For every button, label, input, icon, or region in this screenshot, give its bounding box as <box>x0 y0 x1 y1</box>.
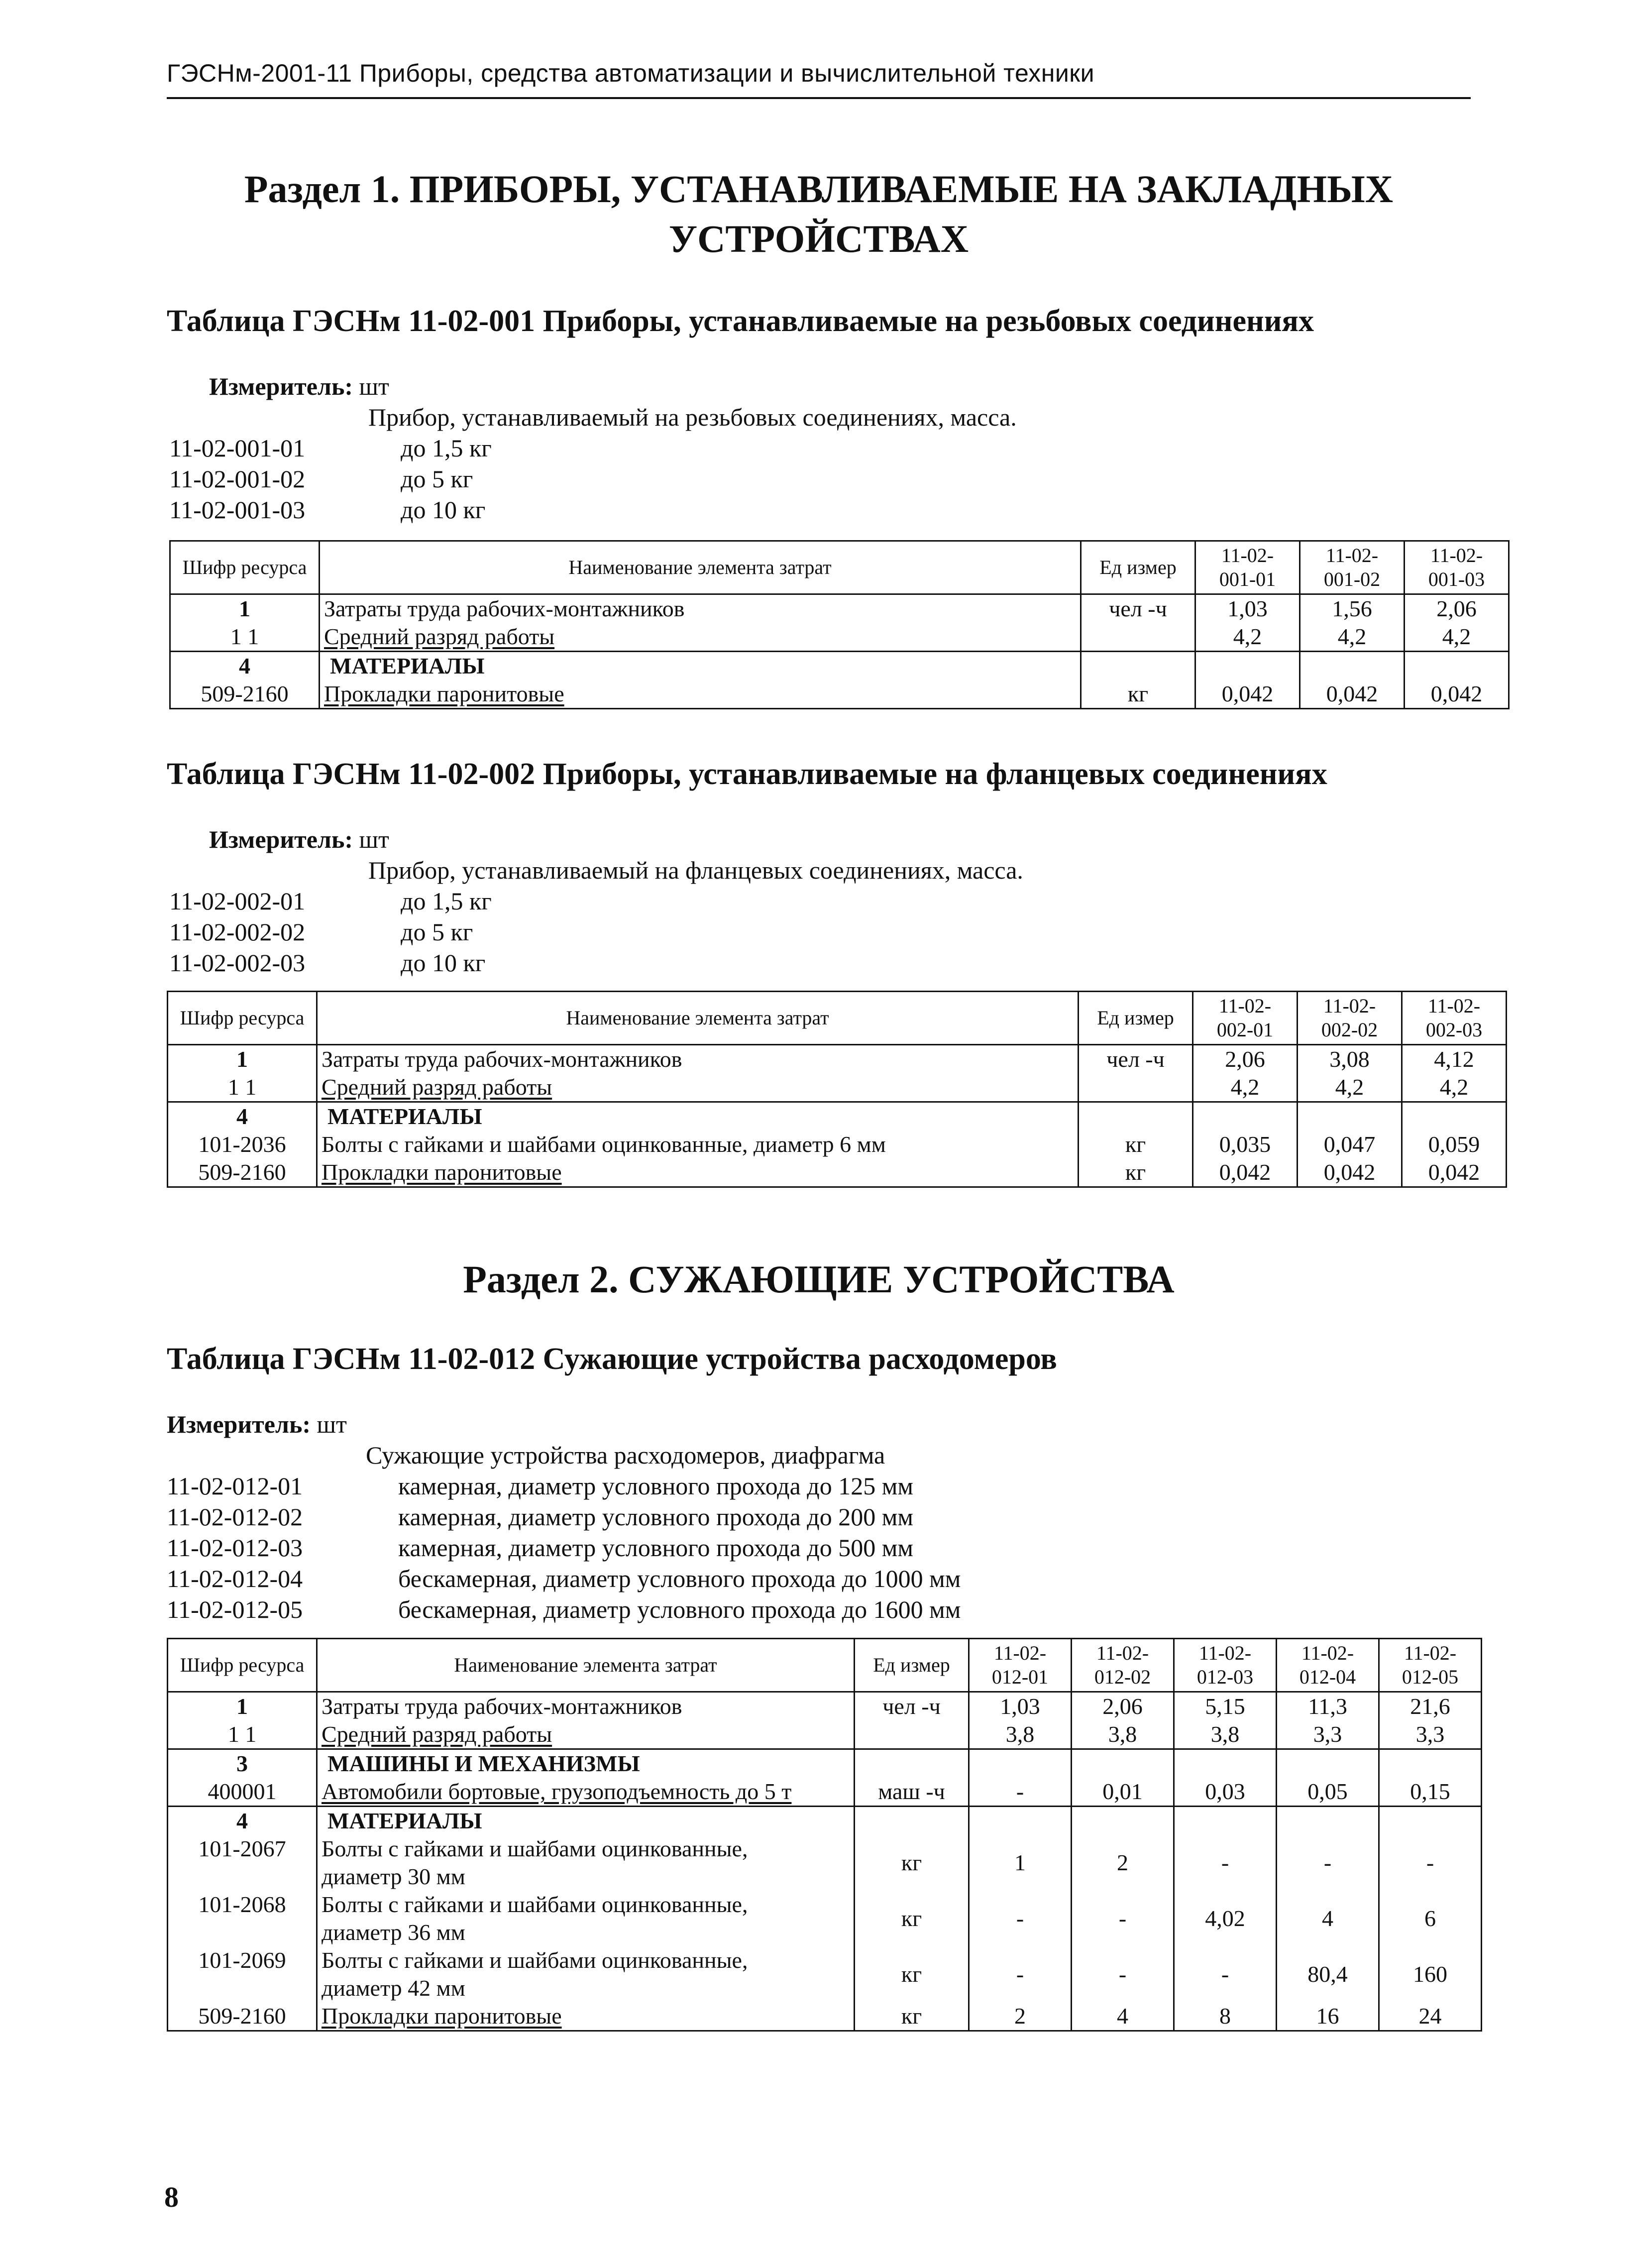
table-001 <box>169 540 1510 709</box>
section-1-title-line2: УСТРОЙСТВАХ <box>668 217 969 260</box>
cell-value: 3,8 <box>1072 1720 1174 1749</box>
col-header-name: Наименование элемента затрат <box>317 992 1079 1045</box>
cell-value: 6 <box>1379 1891 1482 1946</box>
meter-unit: шт <box>317 1410 347 1438</box>
cell-value: 0,01 <box>1072 1778 1174 1807</box>
col-header-norm <box>969 1639 1072 1692</box>
col-header-norm-line2: 012-04 <box>1299 1666 1356 1688</box>
cell-value: 4,12 <box>1402 1045 1507 1074</box>
cell-resource: 3 <box>168 1749 317 1778</box>
meter-unit: шт <box>359 825 389 853</box>
code: 11-02-012-01 <box>167 1472 303 1500</box>
cell-value <box>969 1807 1072 1835</box>
col-header-norm-line1: 11-02- <box>1221 544 1274 567</box>
cell-name <box>317 1073 1079 1102</box>
cell-value <box>1174 1749 1277 1778</box>
col-header-norm-line1: 11-02- <box>1404 1642 1457 1664</box>
cell-value: 3,8 <box>969 1720 1072 1749</box>
cell-value: 16 <box>1277 2002 1379 2031</box>
cell-value: 4 <box>1277 1891 1379 1946</box>
code-desc: до 10 кг <box>401 496 486 524</box>
code-desc: до 5 кг <box>401 918 473 946</box>
col-header-unit: Ед измер <box>855 1639 969 1692</box>
col-header-norm-line2: 001-02 <box>1323 568 1381 590</box>
cell-value: - <box>1072 1891 1174 1946</box>
cell-name <box>320 623 1081 652</box>
table-row <box>170 652 1509 680</box>
cell-name <box>317 1045 1079 1074</box>
cell-value: 11,3 <box>1277 1692 1379 1721</box>
cell-value <box>1298 1102 1402 1131</box>
cell-value: 2,06 <box>1072 1692 1174 1721</box>
cell-value <box>1379 1807 1482 1835</box>
cell-resource: 400001 <box>168 1778 317 1807</box>
cell-value <box>1193 1102 1298 1131</box>
cell-unit: кг <box>855 1946 969 2002</box>
col-header-resource: Шифр ресурса <box>168 1639 317 1692</box>
cell-name-text: МАТЕРИАЛЫ <box>327 1104 482 1129</box>
section-2-title: Раздел 2. СУЖАЮЩИЕ УСТРОЙСТВА <box>463 1257 1175 1301</box>
table-row <box>170 623 1509 652</box>
cell-name <box>317 1692 855 1721</box>
cell-name <box>317 1720 855 1749</box>
cell-value <box>1277 1749 1379 1778</box>
header-row <box>170 541 1509 594</box>
table-012-intro: Сужающие устройства расходомеров, диафрагма <box>366 1441 885 1469</box>
cell-value: 24 <box>1379 2002 1482 2031</box>
cell-name-text: Болты с гайками и шайбами оцинкованные, <box>322 1947 748 1973</box>
cell-value: 0,15 <box>1379 1778 1482 1807</box>
table-002-meter <box>209 824 389 855</box>
cell-value: 2,06 <box>1405 594 1509 623</box>
cell-value <box>1072 1807 1174 1835</box>
cell-resource: 101-2068 <box>168 1891 317 1946</box>
col-header-norm-line1: 11-02- <box>1198 1642 1252 1664</box>
cell-unit: чел -ч <box>1081 594 1195 623</box>
table-012-title: Таблица ГЭСНм 11-02-012 Сужающие устройства расходомеров <box>167 1342 1057 1376</box>
cell-value: 0,05 <box>1277 1778 1379 1807</box>
cell-name <box>320 652 1081 680</box>
cell-name-text: Средний разряд работы <box>322 1721 552 1747</box>
cell-name <box>317 1749 855 1778</box>
col-header-norm-line1: 11-02- <box>1427 995 1481 1017</box>
cell-resource: 4 <box>168 1807 317 1835</box>
table-002 <box>167 991 1507 1188</box>
cell-name-text-cont: диаметр 42 мм <box>322 1975 465 2001</box>
cell-value: - <box>969 1778 1072 1807</box>
cell-value <box>1379 1749 1482 1778</box>
code: 11-02-001-01 <box>169 434 306 462</box>
table-row <box>168 1045 1507 1074</box>
col-header-norm-line2: 012-03 <box>1196 1666 1254 1688</box>
col-header-norm <box>1298 992 1402 1045</box>
cell-value: 2,06 <box>1193 1045 1298 1074</box>
table-row <box>168 1720 1482 1749</box>
cell-value: 0,042 <box>1195 680 1300 709</box>
cell-unit <box>1079 1102 1193 1131</box>
col-header-name: Наименование элемента затрат <box>317 1639 855 1692</box>
code-desc: до 1,5 кг <box>401 434 492 462</box>
cell-value: 1,56 <box>1300 594 1405 623</box>
cell-name <box>320 680 1081 709</box>
cell-resource: 509-2160 <box>170 680 320 709</box>
cell-resource: 101-2067 <box>168 1835 317 1891</box>
cell-name <box>317 1131 1079 1158</box>
cell-value: 4 <box>1072 2002 1174 2031</box>
table-row <box>168 1807 1482 1835</box>
code-desc: бескамерная, диаметр условного прохода до 1000 мм <box>398 1565 961 1592</box>
cell-name-text: Затраты труда рабочих-монтажников <box>322 1694 682 1719</box>
cell-unit: кг <box>1081 680 1195 709</box>
cell-value: - <box>969 1946 1072 2002</box>
cell-name-text: Затраты труда рабочих-монтажников <box>324 596 685 621</box>
cell-name <box>317 1158 1079 1187</box>
cell-value: 3,8 <box>1174 1720 1277 1749</box>
header-row <box>168 992 1507 1045</box>
cell-value: - <box>1072 1946 1174 2002</box>
table-row <box>168 1749 1482 1778</box>
cell-resource: 1 1 <box>168 1073 317 1102</box>
cell-value: 160 <box>1379 1946 1482 2002</box>
cell-value: 0,042 <box>1298 1158 1402 1187</box>
code-desc: бескамерная, диаметр условного прохода до 1600 мм <box>398 1595 961 1623</box>
cell-unit <box>855 1749 969 1778</box>
cell-value: 3,3 <box>1277 1720 1379 1749</box>
cell-value: 4,02 <box>1174 1891 1277 1946</box>
col-header-norm <box>1072 1639 1174 1692</box>
header-rule <box>167 97 1471 99</box>
cell-unit <box>1081 652 1195 680</box>
code-desc: до 10 кг <box>401 949 486 977</box>
code-desc: камерная, диаметр условного прохода до 500 мм <box>398 1534 913 1562</box>
code: 11-02-012-03 <box>167 1534 303 1562</box>
table-row <box>168 1946 1482 2002</box>
cell-value: 1,03 <box>1195 594 1300 623</box>
cell-unit: маш -ч <box>855 1778 969 1807</box>
cell-name <box>320 594 1081 623</box>
cell-unit <box>1079 1073 1193 1102</box>
cell-value: 1,03 <box>969 1692 1072 1721</box>
cell-resource: 1 <box>168 1045 317 1074</box>
col-header-norm <box>1300 541 1405 594</box>
code: 11-02-012-04 <box>167 1565 303 1592</box>
cell-name <box>317 1891 855 1946</box>
meter-unit: шт <box>359 372 389 400</box>
table-001-title: Таблица ГЭСНм 11-02-001 Приборы, устанавливаемые на резьбовых соединениях <box>167 304 1314 338</box>
cell-resource: 509-2160 <box>168 1158 317 1187</box>
section-1-title <box>167 164 1471 264</box>
table-row <box>168 2002 1482 2031</box>
cell-name-text: Болты с гайками и шайбами оцинкованные, диаметр 6 мм <box>322 1132 886 1157</box>
cell-name-text: МАШИНЫ И МЕХАНИЗМЫ <box>327 1751 640 1776</box>
code-desc: до 5 кг <box>401 465 473 493</box>
col-header-norm-line1: 11-02- <box>1218 995 1272 1017</box>
cell-name-text: Болты с гайками и шайбами оцинкованные, <box>322 1892 748 1917</box>
cell-name-text: Затраты труда рабочих-монтажников <box>322 1046 682 1072</box>
code-desc: камерная, диаметр условного прохода до 125 мм <box>398 1472 913 1500</box>
col-header-norm <box>1195 541 1300 594</box>
col-header-name: Наименование элемента затрат <box>320 541 1081 594</box>
table-012-meter <box>167 1409 347 1440</box>
table-row <box>170 594 1509 623</box>
col-header-norm-line1: 11-02- <box>1096 1642 1149 1664</box>
cell-resource: 1 1 <box>170 623 320 652</box>
cell-value: 80,4 <box>1277 1946 1379 2002</box>
col-header-norm-line2: 002-02 <box>1321 1019 1378 1041</box>
cell-value <box>969 1749 1072 1778</box>
section-1-title-line1: Раздел 1. ПРИБОРЫ, УСТАНАВЛИВАЕМЫЕ НА ЗАКЛАДНЫХ <box>244 167 1394 211</box>
col-header-norm-line1: 11-02- <box>1325 544 1379 567</box>
table-row <box>168 1692 1482 1721</box>
code-desc: камерная, диаметр условного прохода до 200 мм <box>398 1503 913 1531</box>
cell-name <box>317 1835 855 1891</box>
cell-value: - <box>1379 1835 1482 1891</box>
col-header-resource: Шифр ресурса <box>170 541 320 594</box>
cell-unit: кг <box>855 2002 969 2031</box>
cell-value: 4,2 <box>1405 623 1509 652</box>
cell-value: 0,035 <box>1193 1131 1298 1158</box>
cell-value <box>1300 652 1405 680</box>
cell-value <box>1072 1749 1174 1778</box>
col-header-norm <box>1174 1639 1277 1692</box>
cell-value: - <box>1174 1835 1277 1891</box>
table-row <box>168 1131 1507 1158</box>
cell-name-text: Болты с гайками и шайбами оцинкованные, <box>322 1836 748 1861</box>
code: 11-02-012-02 <box>167 1503 303 1531</box>
cell-value: 3,3 <box>1379 1720 1482 1749</box>
cell-value: 8 <box>1174 2002 1277 2031</box>
cell-value: 4,2 <box>1298 1073 1402 1102</box>
cell-value <box>1174 1807 1277 1835</box>
table-row <box>168 1891 1482 1946</box>
cell-resource: 1 <box>168 1692 317 1721</box>
cell-value <box>1402 1102 1507 1131</box>
cell-name-text: МАТЕРИАЛЫ <box>327 1808 482 1833</box>
cell-value: 0,03 <box>1174 1778 1277 1807</box>
cell-resource: 4 <box>168 1102 317 1131</box>
cell-unit <box>855 1807 969 1835</box>
code: 11-02-002-02 <box>169 918 306 946</box>
header-row <box>168 1639 1482 1692</box>
cell-resource: 1 1 <box>168 1720 317 1749</box>
cell-resource: 4 <box>170 652 320 680</box>
cell-value: 4,2 <box>1402 1073 1507 1102</box>
cell-resource: 509-2160 <box>168 2002 317 2031</box>
cell-unit: кг <box>1079 1158 1193 1187</box>
cell-value: 4,2 <box>1300 623 1405 652</box>
cell-value: 3,08 <box>1298 1045 1402 1074</box>
cell-resource: 101-2036 <box>168 1131 317 1158</box>
cell-value: 21,6 <box>1379 1692 1482 1721</box>
cell-value: 1 <box>969 1835 1072 1891</box>
meter-label: Измеритель: <box>209 372 353 400</box>
cell-name-text: Прокладки паронитовые <box>322 1159 562 1185</box>
cell-unit: кг <box>855 1891 969 1946</box>
col-header-resource: Шифр ресурса <box>168 992 317 1045</box>
col-header-norm <box>1193 992 1298 1045</box>
cell-name-text: Прокладки паронитовые <box>324 681 564 706</box>
cell-unit <box>1081 623 1195 652</box>
code: 11-02-012-05 <box>167 1595 303 1623</box>
code: 11-02-001-02 <box>169 465 306 493</box>
cell-value <box>1277 1807 1379 1835</box>
cell-name-text: Прокладки паронитовые <box>322 2003 562 2029</box>
cell-unit: чел -ч <box>1079 1045 1193 1074</box>
col-header-norm-line1: 11-02- <box>1323 995 1376 1017</box>
table-row <box>168 1073 1507 1102</box>
cell-name <box>317 1102 1079 1131</box>
col-header-norm <box>1277 1639 1379 1692</box>
col-header-norm <box>1405 541 1509 594</box>
page-number: 8 <box>164 2181 179 2213</box>
cell-value: 0,042 <box>1300 680 1405 709</box>
col-header-norm-line1: 11-02- <box>1430 544 1483 567</box>
cell-value: 2 <box>969 2002 1072 2031</box>
cell-name-text-cont: диаметр 36 мм <box>322 1920 465 1945</box>
table-row <box>168 1778 1482 1807</box>
table-row <box>168 1835 1482 1891</box>
col-header-norm-line1: 11-02- <box>1301 1642 1354 1664</box>
col-header-norm-line2: 002-03 <box>1425 1019 1483 1041</box>
cell-value: - <box>1174 1946 1277 2002</box>
cell-value: 0,042 <box>1402 1158 1507 1187</box>
cell-unit: кг <box>855 1835 969 1891</box>
code-desc: до 1,5 кг <box>401 887 492 915</box>
table-row <box>168 1158 1507 1187</box>
cell-value: 0,042 <box>1405 680 1509 709</box>
cell-value: 5,15 <box>1174 1692 1277 1721</box>
meter-label: Измеритель: <box>209 825 353 853</box>
cell-value: - <box>1277 1835 1379 1891</box>
table-001-meter <box>209 371 389 402</box>
col-header-norm-line2: 001-03 <box>1428 568 1485 590</box>
col-header-norm-line2: 012-01 <box>991 1666 1049 1688</box>
col-header-unit: Ед измер <box>1079 992 1193 1045</box>
table-012 <box>167 1638 1482 2032</box>
cell-value: - <box>969 1891 1072 1946</box>
cell-unit: кг <box>1079 1131 1193 1158</box>
cell-value: 0,047 <box>1298 1131 1402 1158</box>
col-header-norm-line2: 002-01 <box>1216 1019 1274 1041</box>
meter-label: Измеритель: <box>167 1410 311 1438</box>
cell-unit <box>855 1720 969 1749</box>
cell-value <box>1405 652 1509 680</box>
col-header-norm <box>1379 1639 1482 1692</box>
cell-name <box>317 2002 855 2031</box>
col-header-norm-line1: 11-02- <box>993 1642 1047 1664</box>
col-header-norm-line2: 012-02 <box>1094 1666 1151 1688</box>
table-row <box>170 680 1509 709</box>
cell-name <box>317 1807 855 1835</box>
cell-value: 4,2 <box>1193 1073 1298 1102</box>
cell-value: 2 <box>1072 1835 1174 1891</box>
running-header: ГЭСНм-2001-11 Приборы, средства автоматизации и вычислительной техники <box>167 59 1095 87</box>
col-header-unit: Ед измер <box>1081 541 1195 594</box>
col-header-norm-line2: 012-05 <box>1402 1666 1459 1688</box>
table-row <box>168 1102 1507 1131</box>
code: 11-02-002-01 <box>169 887 306 915</box>
cell-value: 4,2 <box>1195 623 1300 652</box>
cell-name-text-cont: диаметр 30 мм <box>322 1864 465 1889</box>
cell-resource: 1 <box>170 594 320 623</box>
cell-resource: 101-2069 <box>168 1946 317 2002</box>
table-001-intro: Прибор, устанавливаемый на резьбовых соединениях, масса. <box>368 403 1017 431</box>
cell-name <box>317 1946 855 2002</box>
code: 11-02-001-03 <box>169 496 306 524</box>
cell-name <box>317 1778 855 1807</box>
cell-name-text: МАТЕРИАЛЫ <box>330 653 485 679</box>
col-header-norm <box>1402 992 1507 1045</box>
cell-value <box>1195 652 1300 680</box>
cell-name-text: Средний разряд работы <box>324 624 555 649</box>
cell-name-text: Средний разряд работы <box>322 1074 552 1100</box>
cell-name-text: Автомобили бортовые, грузоподъемность до 5 т <box>322 1779 792 1804</box>
col-header-norm-line2: 001-01 <box>1219 568 1276 590</box>
code: 11-02-002-03 <box>169 949 306 977</box>
cell-value: 0,059 <box>1402 1131 1507 1158</box>
table-002-title: Таблица ГЭСНм 11-02-002 Приборы, устанавливаемые на фланцевых соединениях <box>167 757 1327 791</box>
table-002-intro: Прибор, устанавливаемый на фланцевых соединениях, масса. <box>368 856 1023 884</box>
cell-value: 0,042 <box>1193 1158 1298 1187</box>
cell-unit: чел -ч <box>855 1692 969 1721</box>
